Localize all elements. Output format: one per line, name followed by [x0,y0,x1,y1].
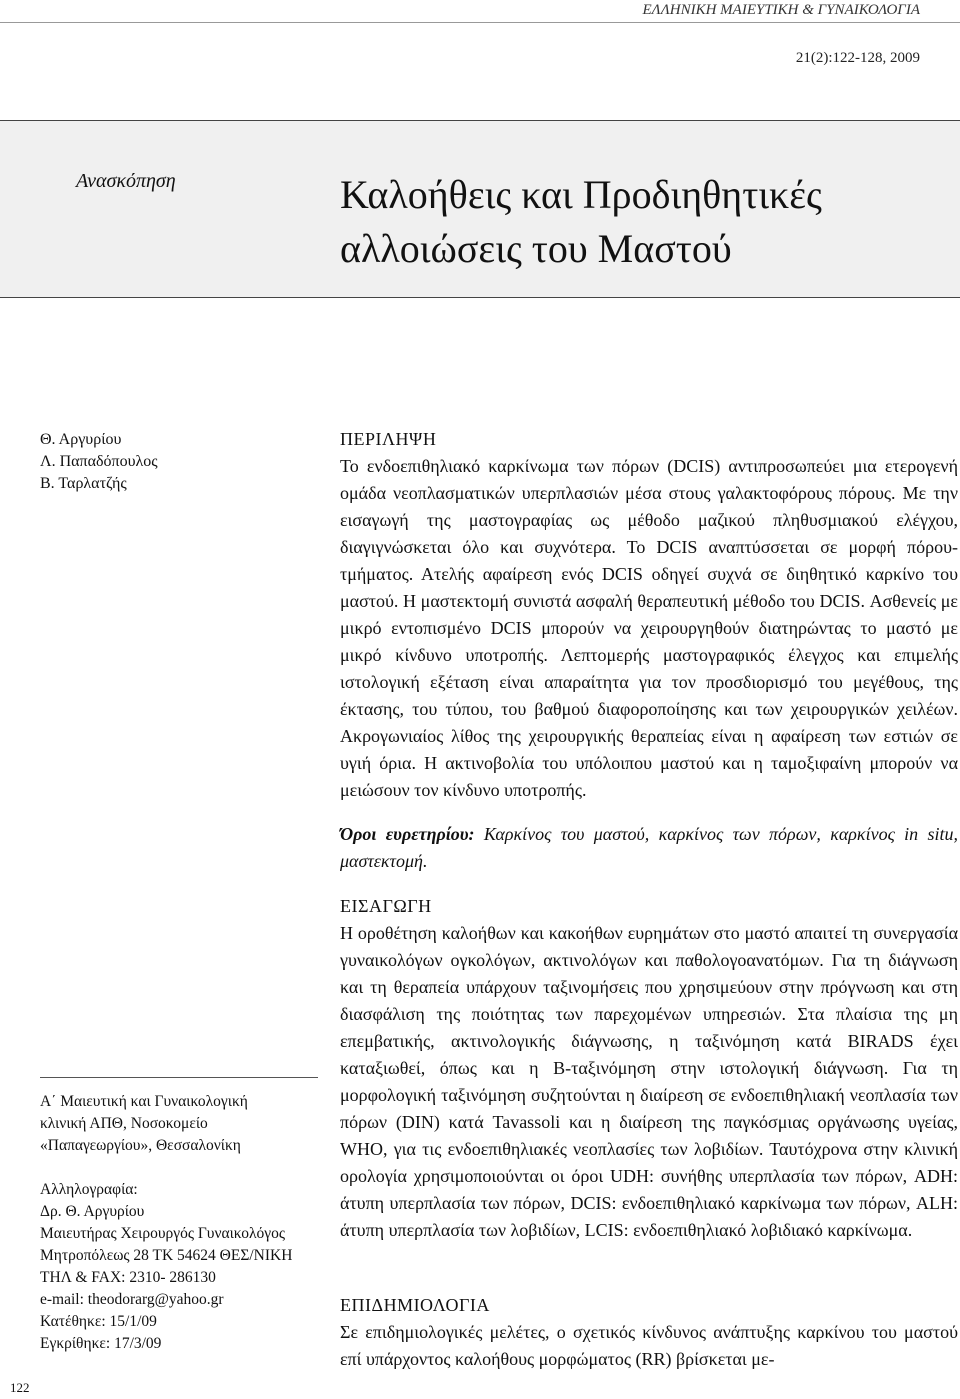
epidemiology-section [340,1292,958,1373]
submitted-date: Κατέθηκε: 15/1/09 [40,1313,157,1330]
article-title [340,168,822,276]
article-type: Ανασκόπηση [76,170,176,192]
title-line-2: αλλοιώσεις του Μαστού [340,226,732,271]
author-name: Θ. Αργυρίου [40,431,122,448]
affiliation-divider [40,1077,318,1078]
abstract-text: Το ενδοεπιθηλιακό καρκίνωμα των πόρων (DCIS) αντιπροσωπεύει μια ετερογενή ομάδα νεοπλασματικών υπερπλασιών μέσα στους γαλακτοφόρους πόρους. Με την εισαγωγή της μαστογραφίας ως μέθοδο μαζικού πληθυσμιακού ελέγχου, διαγιγνώσκεται όλο και συχνότερα. Το DCIS αναπτύσσεται σε μορφή πόρου-τμήματος. Ατελής αφαίρεση ενός DCIS οδηγεί συχνά σε διηθητικό καρκίνο του μαστού. Η μαστεκτομή συνιστά ασφαλή θεραπευτική μέθοδο του DCIS. Ασθενείς με μικρό εντοπισμένο DCIS μπορούν να χειρουργηθούν διατηρώντας το μαστό με μικρό κίνδυνο υποτροπής. Λεπτομερής μαστογραφικός έλεγχος και επιμελής ιστολογική εξέταση είναι απαραίτητα για τον προσδιορισμό του μεγέθους, της έκτασης, του τύπου, του βαθμού διαφοροποίησης και των χειρουργικών χειλέων. Ακρογωνιαίος λίθος της χειρουργικής θεραπείας είναι η αφαίρεση των εστιών σε υγιή όρια. Η ακτινοβολία του υπόλοιπου μαστού και η ταμοξιφαίνη μπορούν να μειώσουν τον κίνδυνο υποτροπής. [340,456,958,800]
clinic-line: Α΄ Μαιευτική και Γυναικολογική [40,1093,248,1110]
author-list [40,429,158,495]
title-line-1: Καλοήθεις και Προδιηθητικές [340,172,822,217]
clinic-line: κλινική ΑΠΘ, Νοσοκομείο [40,1115,208,1132]
correspondent-address: Μητροπόλεως 28 ΤΚ 54624 ΘΕΣ/ΝΙΚΗ [40,1247,293,1264]
keywords-text: Καρκίνος του μαστού, καρκίνος των πόρων, καρκίνος in situ, μαστεκτομή. [340,824,959,871]
correspondent-email: e-mail: theodorarg@yahoo.gr [40,1291,224,1308]
correspondent-phone: ΤΗΛ & FAX: 2310- 286130 [40,1269,216,1286]
abstract-heading: ΠΕΡΙΛΗΨΗ [340,429,437,449]
citation: 21(2):122-128, 2009 [795,50,920,66]
accepted-date: Εγκρίθηκε: 17/3/09 [40,1335,162,1352]
correspondent-name: Δρ. Θ. Αργυρίου [40,1203,145,1220]
spacer [40,1157,340,1179]
header-divider [0,22,960,23]
epidemiology-heading: ΕΠΙΔΗΜΙΟΛΟΓΙΑ [340,1295,490,1315]
keywords [340,821,958,875]
page-number: 122 [10,1380,30,1395]
epidemiology-text: Σε επιδημιολογικές μελέτες, ο σχετικός κίνδυνος ανάπτυξης καρκίνου του μαστού επί υπάρχοντος καλοήθους μορφώματος (RR) βρίσκεται με- [340,1322,958,1369]
correspondence-label: Αλληλογραφία: [40,1181,138,1198]
introduction-text: Η οροθέτηση καλοήθων και κακοήθων ευρημάτων στο μαστό απαιτεί τη συνεργασία γυναικολόγων ογκολόγων, ακτινολόγων και παθολογοανατόμων. Για τη διάγνωση και τη θεραπεία υπάρχουν ταξινομήσεις που χρησιμεύουν στην πρόγνωση και στη διασφάλιση της ποιότητας των παρεχομένων υπηρεσιών. Στα πλαίσια της μη επεμβατικής, ακτινολογικής διάγνωσης, η ταξινόμηση κατά BIRADS έχει καταξιωθεί, όπως και η B-ταξινόμηση στην ιστολογική διάγνωση. Για τη μορφολογική ταξινόμηση συζητούνται η διαίρεση σε ενδοεπιθηλιακή νεοπλασία των πόρων (DIN) κατά Tavassoli και η διαίρεση της παγκόσμιας οργάνωσης υγείας, WHO, για τις ενδοεπιθηλιακές νεοπλασίες των λοβιδίων. Ταυτόχρονα στην κλινική ορολογία χρησιμοποιούνται οι όροι UDH: συνήθης υπερπλασία των πόρων, ADH: άτυπη υπερπλασία των πόρων, DCIS: ενδοεπιθηλιακό καρκίνωμα των πόρων, ALH: άτυπη υπερπλασία των λοβιδίων, LCIS: ενδοεπιθηλιακό λοβιδιακό καρκίνωμα. [340,923,958,1240]
keywords-label: Όροι ευρετηρίου: [340,824,475,844]
correspondent-position: Μαιευτήρας Χειρουργός Γυναικολόγος [40,1225,285,1242]
author-name: Β. Ταρλατζής [40,475,127,492]
journal-name: ΕΛΛΗΝΙΚΗ ΜΑΙΕΥΤΙΚΗ & ΓΥΝΑΙΚΟΛΟΓΙΑ [642,2,920,18]
clinic-line: «Παπαγεωργίου», Θεσσαλονίκη [40,1137,241,1154]
abstract-section [340,426,958,804]
affiliation-block [40,1091,340,1355]
introduction-section [340,893,958,1244]
author-name: Λ. Παπαδόπουλος [40,453,158,470]
introduction-heading: ΕΙΣΑΓΩΓΗ [340,896,432,916]
